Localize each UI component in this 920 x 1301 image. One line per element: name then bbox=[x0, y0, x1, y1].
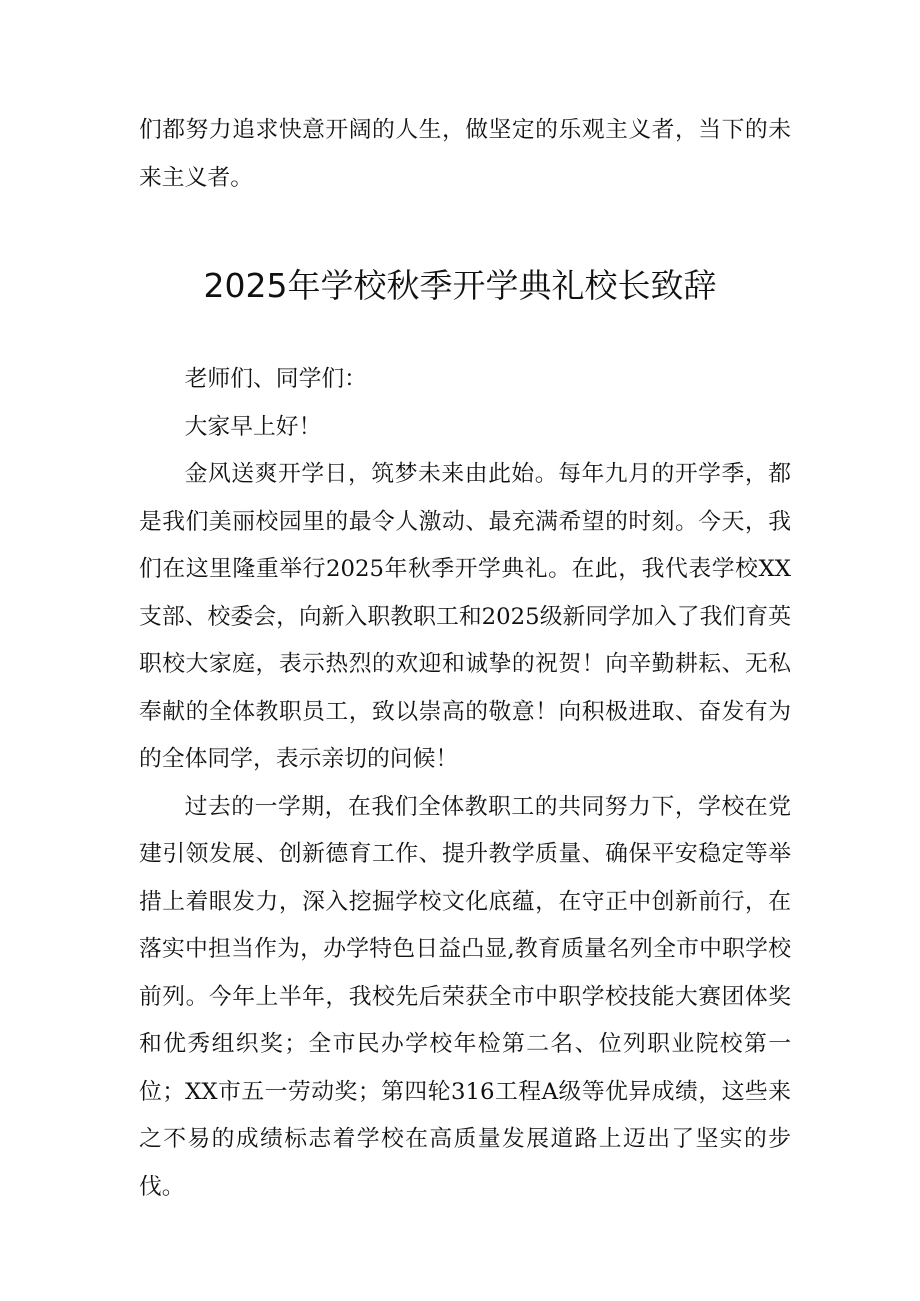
greeting: 大家早上好！ bbox=[184, 413, 322, 440]
body-paragraph: 过去的一学期，在我们全体教职工的共同努力下，学校在党建引领发展、创新德育工作、提升教学质量、确保平安稳定等举措上着眼发力，深入挖掘学校文化底蕴，在守正中创新前行，在落实中担当作为，办学特色日益凸显,教育质量名列全市中职学校前列。今年上半年，我校先后荣获全市中职学校技能大赛团体奖和优秀组织奖；全市民办学校年检第二名、位列职业院校第一位；XX市五一劳动奖；第四轮316工程A级等优异成绩，这些来之不易的成绩标志着学校在高质量发展道路上迈出了坚实的步伐。 bbox=[139, 793, 791, 1200]
salutation: 老师们、同学们： bbox=[184, 366, 367, 392]
body-paragraph: 金风送爽开学日，筑梦未来由此始。每年九月的开学季，都是我们美丽校园里的最令人激动、最充满希望的时刻。今天，我们在这里隆重举行2025年秋季开学典礼。在此，我代表学校XX支部、校委会，向新入职教职工和2025级新同学加入了我们育英职校大家庭，表示热烈的欢迎和诚挚的祝贺！向辛勤耕耘、无私奉献的全体教职员工，致以崇高的敬意！向积极进取、奋发有为的全体同学，表示亲切的问候！ bbox=[139, 461, 791, 772]
speech-body bbox=[139, 356, 791, 1211]
continuation-paragraph: 们都努力追求快意开阔的人生，做坚定的乐观主义者，当下的未来主义者。 bbox=[139, 117, 791, 191]
document-title: 2025年学校秋季开学典礼校长致辞 bbox=[203, 266, 717, 305]
